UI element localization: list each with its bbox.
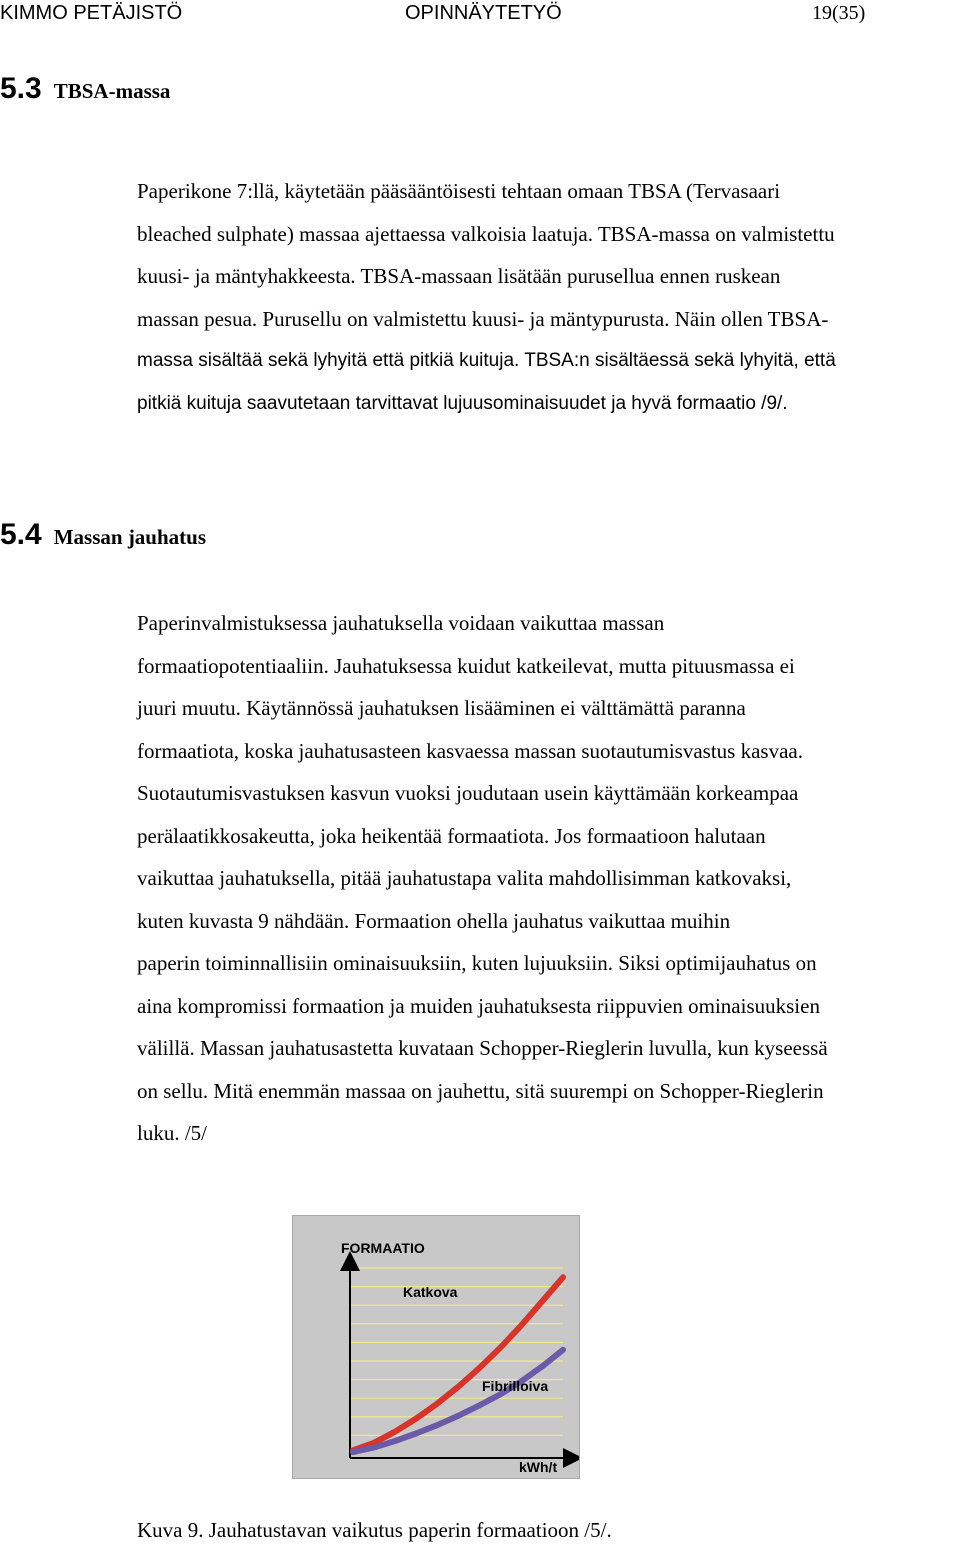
text-line: kuten kuvasta 9 nähdään. Formaation ohella jauhatus vaikuttaa muihin — [137, 908, 731, 933]
text-line: Paperinvalmistuksessa jauhatuksella voidaan vaikuttaa massan — [137, 611, 665, 635]
text-line: massan pesua. Purusellu on valmistettu kuusi- ja mäntypurusta. Näin ollen TBSA- — [137, 306, 829, 331]
series-line-katkova — [353, 1277, 563, 1450]
text-line: kuusi- ja mäntyhakkeesta. TBSA-massaan lisätään purusellua ennen ruskean — [137, 264, 781, 288]
section-title: TBSA-massa — [53, 79, 171, 103]
section-5-4-paragraph — [137, 602, 960, 1155]
section-heading-5-3 — [0, 72, 170, 106]
figure-caption: Kuva 9. Jauhatustavan vaikutus paperin formaatioon /5/. — [137, 1518, 612, 1542]
text-line: Suotautumisvastuksen kasvun vuoksi joudutaan usein käyttämään korkeampaa — [137, 781, 799, 805]
section-number: 5.3 — [0, 72, 42, 105]
section-5-3-paragraph — [137, 170, 960, 425]
formaatio-chart — [293, 1216, 579, 1478]
text-line: Paperikone 7:llä, käytetään pääsääntöisesti tehtaan omaan TBSA (Tervasaari — [137, 179, 781, 203]
text-line: perälaatikkosakeutta, joka heikentää formaatiota. Jos formaatioon halutaan — [137, 823, 766, 848]
text-line: pitkiä kuituja saavutetaan tarvittavat lujuusominaisuudet ja hyvä formaatio /9/. — [137, 392, 788, 414]
section-title: Massan jauhatus — [53, 525, 207, 549]
text-line: välillä. Massan jauhatusastetta kuvataan Schopper-Rieglerin luvulla, kun kyseessä — [137, 1036, 828, 1060]
text-line: bleached sulphate) massaa ajettaessa valkoisia laatuja. TBSA-massa on valmistettu — [137, 221, 835, 246]
legend-label-katkova: Katkova — [403, 1284, 458, 1300]
y-axis-label: FORMAATIO — [341, 1240, 425, 1256]
text-line: aina kompromissi formaation ja muiden jauhatuksesta riippuvien ominaisuuksien — [137, 993, 820, 1018]
header-author: KIMMO PETÄJISTÖ — [0, 2, 183, 24]
x-axis-label: kWh/t — [519, 1459, 558, 1475]
section-heading-5-4 — [0, 518, 206, 552]
text-line: massa sisältää sekä lyhyitä että pitkiä kuituja. TBSA:n sisältäessä sekä lyhyitä, että — [137, 350, 836, 371]
text-line: formaatiopotentiaaliin. Jauhatuksessa kuidut katkeilevat, mutta pituusmassa ei — [137, 653, 795, 678]
text-line: luku. /5/ — [137, 1121, 208, 1145]
page-header — [0, 2, 960, 30]
text-line: on sellu. Mitä enemmän massaa on jauhettu, sitä suurempi on Schopper-Rieglerin — [137, 1078, 824, 1103]
legend-label-fibrilloiva: Fibrilloiva — [482, 1378, 549, 1394]
text-line: juuri muutu. Käytännössä jauhatuksen lisääminen ei välttämättä paranna — [137, 696, 746, 720]
text-line: vaikuttaa jauhatuksella, pitää jauhatustapa valita mahdollisimman katkovaksi, — [137, 866, 792, 890]
header-page-number: 19(35) — [812, 2, 866, 24]
text-line: formaatiota, koska jauhatusasteen kasvaessa massan suotautumisvastus kasvaa. — [137, 738, 803, 763]
section-number: 5.4 — [0, 518, 42, 551]
figure-chart — [292, 1215, 580, 1479]
text-line: paperin toiminnallisiin ominaisuuksiin, kuten lujuuksiin. Siksi optimijauhatus on — [137, 951, 817, 975]
header-document-type: OPINNÄYTETYÖ — [405, 2, 562, 24]
